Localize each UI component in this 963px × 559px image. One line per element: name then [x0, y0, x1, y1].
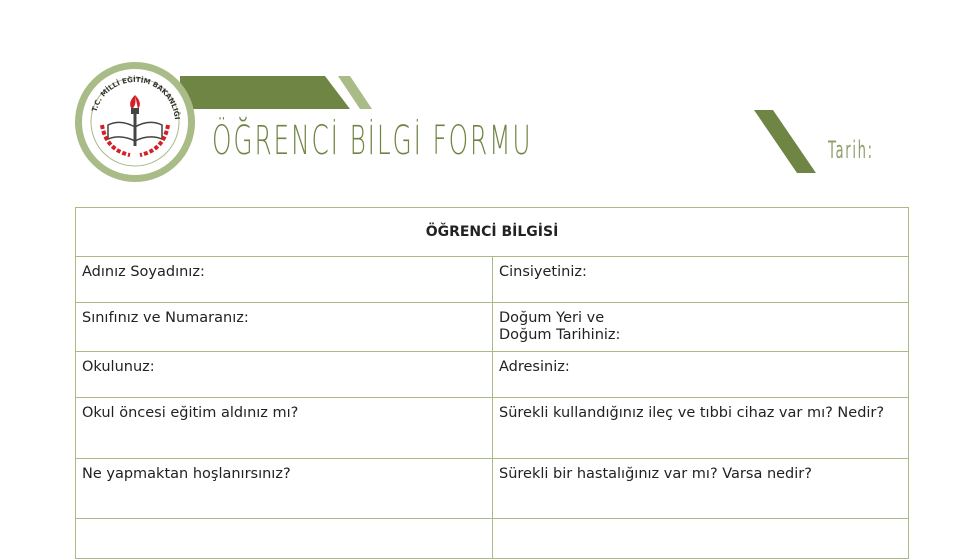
- empty-cell[interactable]: [76, 519, 493, 559]
- table-row: [76, 303, 909, 352]
- table-row: [76, 519, 909, 559]
- field-class-number[interactable]: Sınıfınız ve Numaranız:: [76, 303, 493, 352]
- student-info-table: [75, 207, 909, 559]
- table-row: [76, 352, 909, 398]
- empty-cell[interactable]: [493, 519, 909, 559]
- date-slash: [754, 110, 816, 173]
- table-heading: ÖĞRENCİ BİLGİSİ: [76, 208, 909, 257]
- field-name[interactable]: Adınız Soyadınız:: [76, 257, 493, 303]
- page-title: ÖĞRENCİ BİLGİ FORMU: [212, 118, 533, 164]
- ministry-logo: [75, 62, 195, 182]
- table-row: [76, 257, 909, 303]
- field-birth-place-date[interactable]: Doğum Yeri ve Doğum Tarihiniz:: [493, 303, 909, 352]
- header-band: [180, 76, 350, 109]
- field-medication[interactable]: Sürekli kullandığınız ileç ve tıbbi cihaz var mı? Nedir?: [493, 398, 909, 459]
- field-illness[interactable]: Sürekli bir hastalığınız var mı? Varsa nedir?: [493, 459, 909, 519]
- field-preschool[interactable]: Okul öncesi eğitim aldınız mı?: [76, 398, 493, 459]
- field-gender[interactable]: Cinsiyetiniz:: [493, 257, 909, 303]
- table-row: [76, 459, 909, 519]
- field-hobbies[interactable]: Ne yapmaktan hoşlanırsınız?: [76, 459, 493, 519]
- table-row: [76, 398, 909, 459]
- header-graphics: [0, 0, 963, 200]
- field-address[interactable]: Adresiniz:: [493, 352, 909, 398]
- date-label: Tarih:: [828, 136, 874, 164]
- field-school[interactable]: Okulunuz:: [76, 352, 493, 398]
- svg-text:T.C. MİLLİ EĞİTİM BAKANLIĞI: T.C. MİLLİ EĞİTİM BAKANLIĞI: [90, 75, 181, 120]
